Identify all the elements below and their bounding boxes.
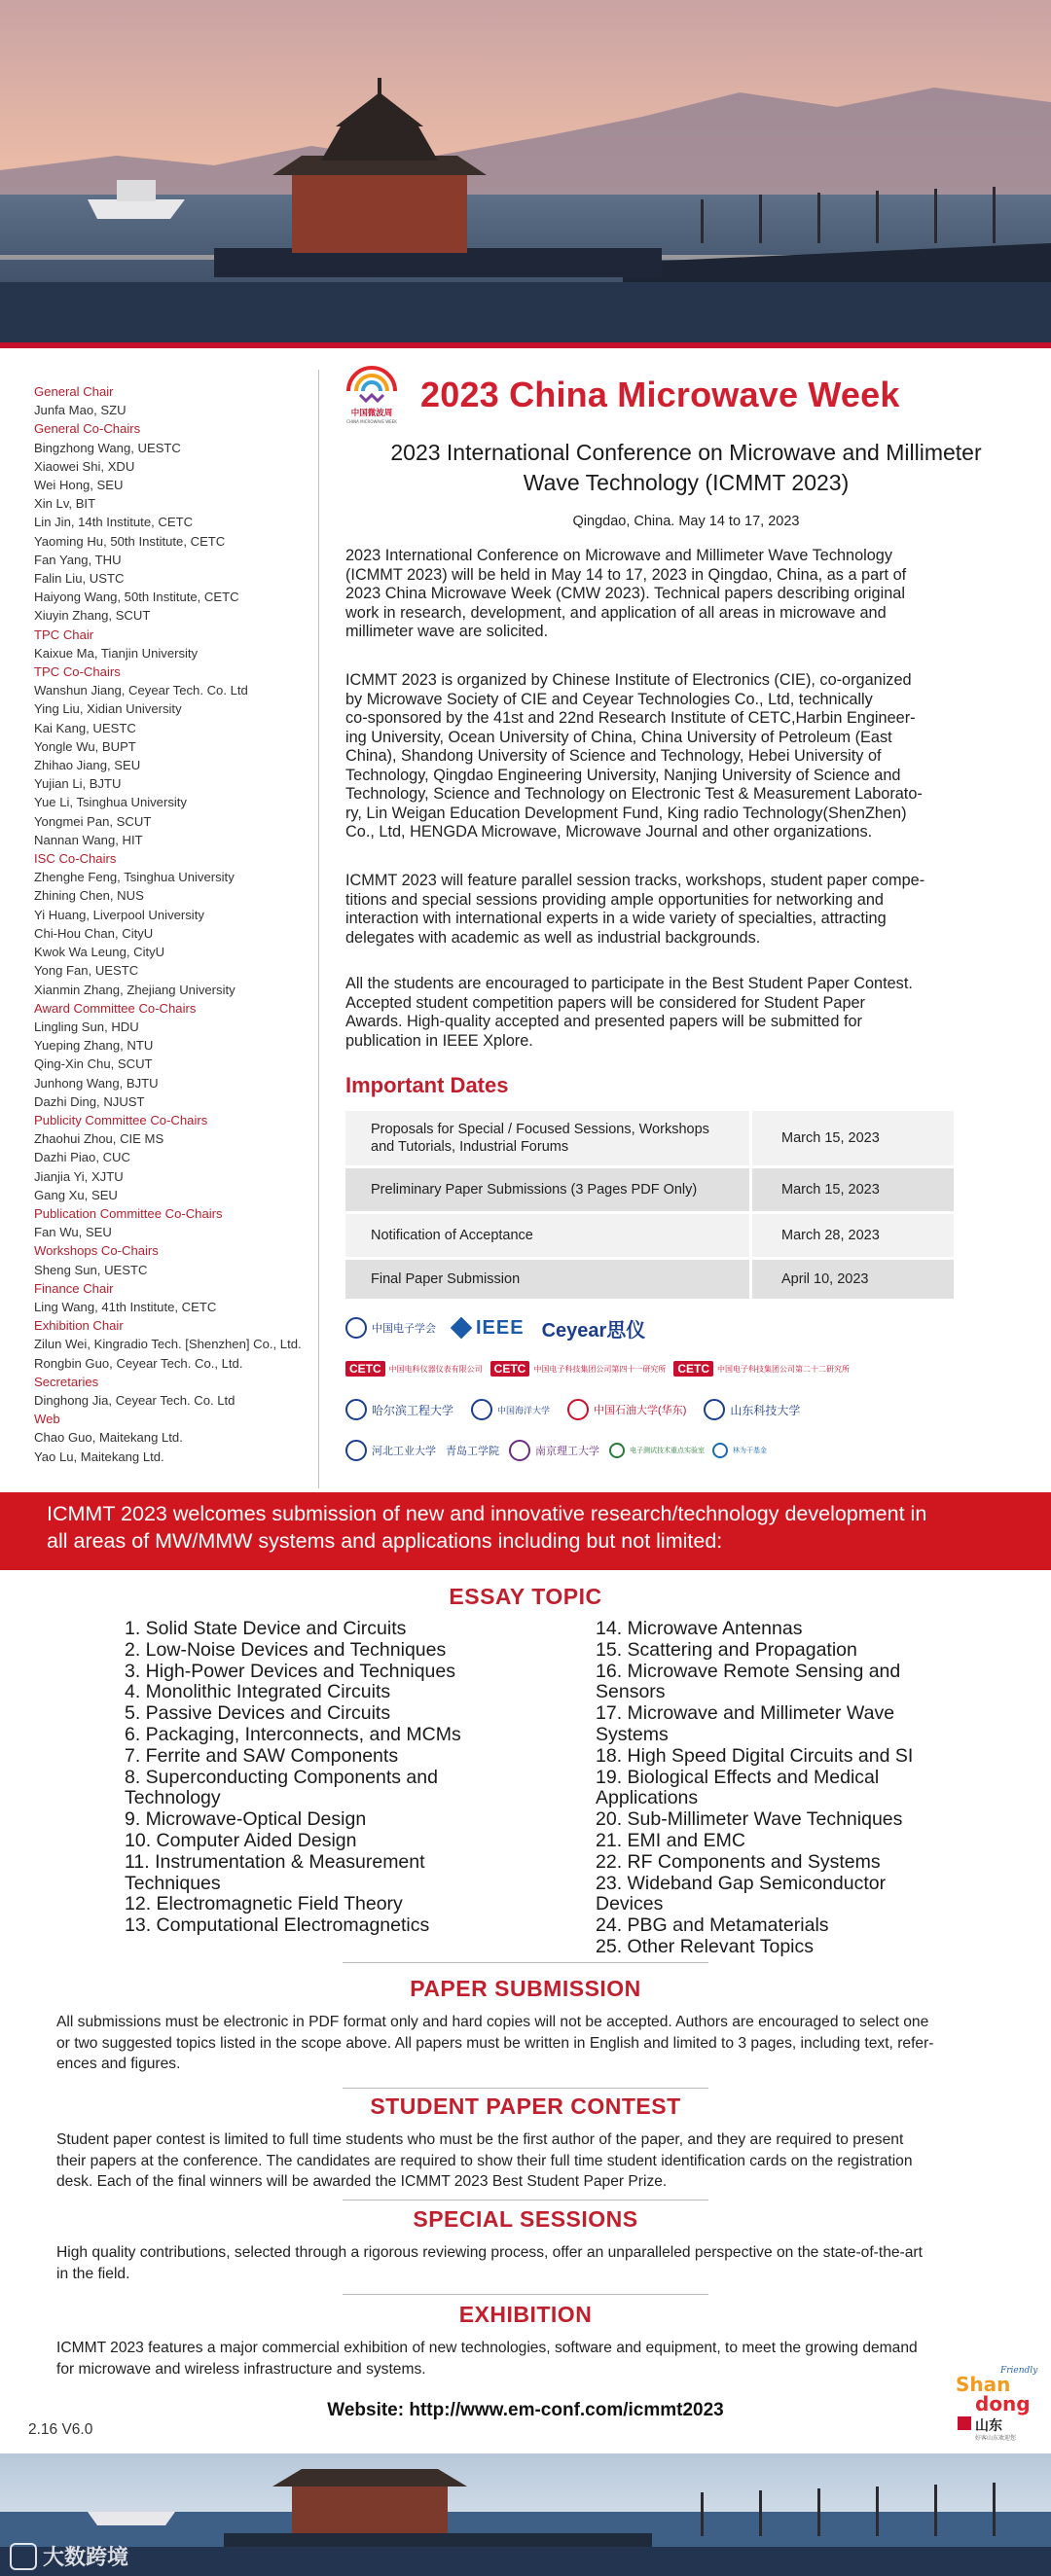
date-label — [345, 1121, 749, 1156]
cmw-logo-caption-en: CHINA MICROWAVE WEEK — [346, 419, 397, 424]
watermark — [10, 2541, 128, 2571]
essay-topic-item: 22. RF Components and Systems — [596, 1850, 881, 1873]
committee-member: Zhenghe Feng, Tsinghua University — [34, 870, 235, 885]
logo-caption: 好客山东欢迎您 — [975, 2435, 1017, 2442]
committee-member: Yong Fan, UESTC — [34, 963, 139, 979]
university-seal-icon — [704, 1399, 725, 1420]
cmw-logo-caption: 中国微波周 — [350, 409, 393, 418]
committee-member: Lingling Sun, HDU — [34, 1019, 139, 1034]
students-paragraph — [345, 975, 1027, 1051]
sponsor-name: 中国海洋大学 — [497, 1405, 551, 1415]
cetc-instrument-logo — [345, 1361, 483, 1377]
essay-topic-item: 20. Sub-Millimeter Wave Techniques — [596, 1808, 903, 1831]
committee-member: Xin Lv, BIT — [34, 496, 96, 512]
date-row — [345, 1214, 954, 1257]
committee-role: Publicity Committee Co-Chairs — [34, 1112, 208, 1127]
paper-submission-text — [56, 2012, 1000, 2075]
committee-member: Junfa Mao, SZU — [34, 403, 127, 418]
paragraph-line: Co., Ltd, HENGDA Microwave, Microwave Journal and other organizations. — [345, 823, 873, 841]
important-dates-table — [345, 1111, 954, 1302]
essay-topic-item: 9. Microwave-Optical Design — [125, 1808, 367, 1831]
date-value: April 10, 2023 — [749, 1260, 954, 1299]
paragraph-line: publication in IEEE Xplore. — [345, 1031, 533, 1050]
date-label-line: Preliminary Paper Submissions (3 Pages PDF Only) — [371, 1182, 698, 1198]
committee-role: General Co-Chairs — [34, 421, 141, 437]
paragraph-line: co-sponsored by the 41st and 22nd Research Institute of CETC,Harbin Engineer- — [345, 709, 916, 727]
committee-member: Chao Guo, Maitekang Ltd. — [34, 1430, 183, 1446]
sponsor-name: 青岛工学院 — [446, 1446, 499, 1457]
ieee-logo — [453, 1317, 525, 1340]
sponsor-row — [345, 1313, 803, 1342]
essay-topic-item: 18. High Speed Digital Circuits and SI — [596, 1744, 914, 1767]
special-sessions-text — [56, 2242, 1000, 2284]
essay-topic-item: 17. Microwave and Millimeter Wave — [596, 1702, 895, 1725]
committee-role: Publication Committee Co-Chairs — [34, 1205, 223, 1221]
date-row — [345, 1111, 954, 1165]
organizers-paragraph — [345, 671, 1027, 842]
committee-role: Award Committee Co-Chairs — [34, 1000, 197, 1016]
essay-topic-item: 11. Instrumentation & Measurement — [125, 1850, 425, 1873]
body-line: Student paper contest is limited to full time students who must be the first author of the paper, and they are required to present — [56, 2131, 904, 2148]
friendly-shandong-logo — [954, 2362, 1041, 2442]
hero-image — [0, 0, 1051, 342]
committee-member: Falin Liu, USTC — [34, 571, 125, 587]
committee-role: Exhibition Chair — [34, 1318, 124, 1334]
sponsor-row — [345, 1395, 803, 1424]
student-paper-contest-heading: STUDENT PAPER CONTEST — [370, 2093, 681, 2119]
upc-logo — [567, 1399, 686, 1420]
sponsor-name: IEEE — [476, 1316, 525, 1339]
cmw-logo-icon — [343, 362, 401, 426]
university-seal-icon — [345, 1399, 367, 1420]
website-link[interactable]: Website: http://www.em-conf.com/icmmt2023 — [327, 2400, 724, 2420]
committee-role: TPC Chair — [34, 626, 94, 642]
body-line: High quality contributions, selected through a rigorous reviewing process, offer an unparalleled perspective on the state-of-the-art — [56, 2244, 923, 2261]
intro-paragraph — [345, 547, 1027, 642]
committee-member: Wei Hong, SEU — [34, 478, 124, 493]
sdust-logo — [704, 1399, 800, 1420]
date-label-line: Proposals for Special / Focused Sessions, Workshops — [371, 1122, 709, 1137]
university-seal-icon — [471, 1399, 492, 1420]
essay-topic-item: 12. Electromagnetic Field Theory — [125, 1893, 403, 1915]
essay-topic-item: 16. Microwave Remote Sensing and — [596, 1660, 901, 1682]
committee-member: Kai Kang, UESTC — [34, 720, 136, 735]
pier-footer-illustration — [0, 2453, 1051, 2576]
body-line: their papers at the conference. The candidates are required to show their full time student identification cards on the registration — [56, 2152, 913, 2169]
committee-member: Yue Li, Tsinghua University — [34, 795, 187, 810]
committee-member: Sheng Sun, UESTC — [34, 1262, 148, 1277]
conference-subtitle — [336, 438, 1036, 498]
university-seal-icon — [345, 1440, 367, 1461]
exhibition-text — [56, 2338, 1000, 2379]
section-divider — [343, 2088, 708, 2089]
committee-member: Ling Wang, 41th Institute, CETC — [34, 1299, 217, 1314]
essay-topic-item: 10. Computer Aided Design — [125, 1829, 357, 1851]
date-label-line: Notification of Acceptance — [371, 1228, 533, 1243]
paragraph-line: Technology, Qingdao Engineering University, Nanjing University of Science and — [345, 766, 901, 784]
committee-member: Wanshun Jiang, Ceyear Tech. Co. Ltd — [34, 683, 248, 698]
paragraph-line: (ICMMT 2023) will be held in May 14 to 17, 2023 in Qingdao, China, as a part of — [345, 565, 907, 584]
cetc-mark-icon: CETC — [673, 1361, 713, 1377]
committee-member: Bingzhong Wang, UESTC — [34, 440, 181, 455]
essay-topic-item: 7. Ferrite and SAW Components — [125, 1744, 399, 1767]
committee-member: Yongmei Pan, SCUT — [34, 813, 152, 829]
committee-member: Kwok Wa Leung, CityU — [34, 945, 165, 960]
sponsor-name: 河北工业大学 — [372, 1446, 436, 1457]
date-row — [345, 1260, 954, 1299]
committee-role: Secretaries — [34, 1374, 99, 1389]
sponsor-row — [345, 1354, 851, 1383]
committee-member: Dazhi Ding, NJUST — [34, 1093, 145, 1109]
sessions-paragraph — [345, 872, 1027, 948]
paragraph-line: Awards. High-quality accepted and presented papers will be submitted for — [345, 1013, 862, 1030]
paper-submission-heading: PAPER SUBMISSION — [410, 1976, 641, 2001]
hebut-logo — [345, 1440, 436, 1461]
njust-logo — [509, 1440, 599, 1461]
essay-topic-item: 4. Monolithic Integrated Circuits — [125, 1681, 391, 1703]
sponsor-logos — [345, 1313, 851, 1477]
body-line: desk. Each of the final winners will be awarded the ICMMT 2023 Best Student Paper Prize. — [56, 2173, 668, 2190]
section-divider — [343, 2294, 708, 2295]
committee-member: Junhong Wang, BJTU — [34, 1075, 159, 1091]
committee-member: Fan Wu, SEU — [34, 1225, 112, 1240]
committee-member: Yueping Zhang, NTU — [34, 1038, 154, 1054]
essay-topic-item: 3. High-Power Devices and Techniques — [125, 1660, 455, 1682]
essay-topic-item: 6. Packaging, Interconnects, and MCMs — [125, 1723, 461, 1745]
committee-member: Yi Huang, Liverpool University — [34, 907, 204, 922]
committee-member: Zhihao Jiang, SEU — [34, 758, 141, 773]
essay-topic-item: Sensors — [596, 1681, 666, 1703]
version-label: 2.16 V6.0 — [28, 2421, 93, 2438]
essay-topic-item: 8. Superconducting Components and — [125, 1766, 438, 1788]
banner-line: all areas of MW/MMW systems and applications including but not limited: — [47, 1529, 723, 1553]
sponsor-name: 电子测试技术重点实验室 — [630, 1448, 705, 1454]
cetc-mark-icon: CETC — [345, 1361, 385, 1377]
sponsor-row — [345, 1436, 803, 1465]
essay-topic-item: 24. PBG and Metamaterials — [596, 1914, 829, 1937]
committee-member: Zhining Chen, NUS — [34, 888, 144, 904]
column-divider — [318, 370, 319, 1488]
logo-text-dong: dong — [975, 2392, 1031, 2415]
watermark-text: 大数跨境 — [43, 2545, 129, 2569]
essay-topic-item: Applications — [596, 1787, 699, 1809]
date-row — [345, 1168, 954, 1211]
qingdao-institute-logo — [446, 1443, 499, 1458]
essay-topic-item: Technology — [125, 1787, 221, 1809]
essay-topic-item: 21. EMI and EMC — [596, 1829, 745, 1851]
paragraph-line: work in research, development, and application of all areas in microwave and — [345, 603, 887, 622]
committee-member: Ying Liu, Xidian University — [34, 701, 182, 717]
sponsor-name: 中国电子科技集团公司第四十一研究所 — [533, 1364, 667, 1374]
paragraph-line: by Microwave Society of CIE and Ceyear Technologies Co., Ltd, technically — [345, 690, 873, 708]
logo-text-shan: Shan — [956, 2373, 1011, 2396]
date-label — [345, 1227, 749, 1244]
cetc-22-logo — [673, 1361, 850, 1377]
committee-member: Dinghong Jia, Ceyear Tech. Co. Ltd — [34, 1392, 236, 1408]
essay-topic-item: 2. Low-Noise Devices and Techniques — [125, 1638, 447, 1661]
essay-topic-list-right — [596, 1619, 946, 1958]
date-label-line: Final Paper Submission — [371, 1271, 521, 1287]
ieee-diamond-icon — [451, 1317, 473, 1340]
committee-role: General Chair — [34, 384, 114, 399]
essay-topic-item: 5. Passive Devices and Circuits — [125, 1702, 391, 1725]
committee-member: Haiyong Wang, 50th Institute, CETC — [34, 590, 239, 605]
committee-member: Yao Lu, Maitekang Ltd. — [34, 1449, 164, 1464]
lab-emblem-icon — [609, 1443, 625, 1458]
cie-emblem-icon — [345, 1317, 367, 1339]
exhibition-heading: EXHIBITION — [458, 2302, 593, 2327]
committee-member: Zhaohui Zhou, CIE MS — [34, 1131, 164, 1147]
committee-member: Gang Xu, SEU — [34, 1187, 118, 1202]
committee-member: Lin Jin, 14th Institute, CETC — [34, 515, 194, 530]
paragraph-line: ICMMT 2023 will feature parallel session tracks, workshops, student paper compe- — [345, 872, 925, 889]
date-value: March 15, 2023 — [749, 1111, 954, 1165]
committee-member: Yongle Wu, BUPT — [34, 738, 136, 754]
sponsor-name: 山东科技大学 — [730, 1403, 801, 1417]
paragraph-line: All the students are encouraged to participate in the Best Student Paper Contest. — [345, 975, 913, 992]
test-lab-logo — [609, 1443, 705, 1458]
committee-role: Workshops Co-Chairs — [34, 1243, 159, 1259]
paragraph-line: 2023 International Conference on Microwave and Millimeter Wave Technology — [345, 547, 893, 564]
cetc-mark-icon: CETC — [490, 1361, 530, 1377]
section-divider — [343, 1962, 708, 1963]
essay-topic-item: 23. Wideband Gap Semiconductor — [596, 1872, 887, 1894]
body-line: or two suggested topics listed in the scope above. All papers must be written in English and limited to 3 pages, including text, refer- — [56, 2034, 934, 2052]
committee-member: Yaoming Hu, 50th Institute, CETC — [34, 533, 226, 549]
paragraph-line: 2023 China Microwave Week (CMW 2023). Technical papers describing original — [345, 585, 905, 602]
important-dates-heading: Important Dates — [345, 1073, 509, 1097]
committee-role: TPC Co-Chairs — [34, 664, 121, 680]
date-value: March 28, 2023 — [749, 1214, 954, 1257]
committee-member: Zilun Wei, Kingradio Tech. [Shenzhen] Co., Ltd. — [34, 1337, 302, 1352]
pavilion-sunset-illustration — [0, 0, 1051, 342]
organizing-committee-list — [34, 382, 326, 1466]
special-sessions-heading: SPECIAL SESSIONS — [413, 2206, 638, 2232]
essay-topic-item: 1. Solid State Device and Circuits — [125, 1618, 407, 1639]
committee-role: Web — [34, 1412, 60, 1427]
committee-member: Dazhi Piao, CUC — [34, 1150, 130, 1165]
date-label — [345, 1181, 749, 1199]
essay-topic-item: 14. Microwave Antennas — [596, 1618, 803, 1639]
shandong-logo-icon — [954, 2362, 1041, 2442]
paragraph-line: titions and special sessions providing ample opportunities for networking and — [345, 890, 884, 909]
ceyear-logo: Ceyear思仪 — [541, 1319, 646, 1342]
essay-topic-item: Techniques — [125, 1872, 221, 1894]
body-line: ences and figures. — [56, 2056, 181, 2072]
committee-member: Xiuyin Zhang, SCUT — [34, 608, 151, 624]
subtitle-line: Wave Technology (ICMMT 2023) — [523, 470, 850, 495]
banner-line: ICMMT 2023 welcomes submission of new and innovative research/technology development in — [47, 1502, 927, 1525]
body-line: ICMMT 2023 features a major commercial exhibition of new technologies, software and equipment, to meet the growing demand — [56, 2340, 918, 2356]
fund-emblem-icon — [712, 1443, 728, 1458]
logo-red-seal-icon — [958, 2416, 971, 2430]
date-label-line: and Tutorials, Industrial Forums — [371, 1139, 569, 1155]
committee-member: Xiaowei Shi, XDU — [34, 458, 135, 474]
essay-topic-item: Devices — [596, 1893, 664, 1915]
committee-member: Xianmin Zhang, Zhejiang University — [34, 982, 236, 997]
committee-member: Jianjia Yi, XJTU — [34, 1168, 124, 1184]
paragraph-line: millimeter wave are solicited. — [345, 623, 549, 640]
venue-and-dates: Qingdao, China. May 14 to 17, 2023 — [572, 514, 800, 529]
paragraph-line: delegates with academic as well as industrial backgrounds. — [345, 928, 761, 947]
date-value: March 15, 2023 — [749, 1168, 954, 1211]
date-label — [345, 1270, 749, 1288]
paragraph-line: Technology, Science and Technology on Electronic Test & Measurement Laborato- — [345, 785, 923, 803]
paragraph-line: Accepted student competition papers will be considered for Student Paper — [345, 993, 865, 1012]
committee-member: Nannan Wang, HIT — [34, 832, 143, 847]
watermark-icon — [10, 2543, 37, 2570]
committee-member: Fan Yang, THU — [34, 552, 122, 567]
sponsor-name: 哈尔滨工程大学 — [372, 1403, 454, 1417]
paragraph-line: ICMMT 2023 is organized by Chinese Institute of Electronics (CIE), co-organized — [345, 671, 912, 689]
sponsor-name: 林为干基金 — [733, 1448, 767, 1454]
paragraph-line: ing University, Ocean University of China, China University of Petroleum (East — [345, 728, 892, 746]
lin-weigan-fund-logo — [712, 1443, 767, 1458]
committee-member: Chi-Hou Chan, CityU — [34, 925, 154, 941]
cmw-logo — [343, 362, 401, 426]
sponsor-name: 中国电子学会 — [372, 1323, 436, 1335]
committee-role: Finance Chair — [34, 1280, 114, 1296]
student-paper-contest-text — [56, 2129, 1000, 2193]
page-title: 2023 China Microwave Week — [420, 375, 900, 414]
committee-member: Kaixue Ma, Tianjin University — [34, 645, 199, 661]
header-red-strip — [0, 342, 1051, 348]
sponsor-name: 南京理工大学 — [535, 1446, 599, 1457]
paragraph-line: China), Shandong University of Science and Technology, Hebei University of — [345, 747, 882, 765]
footer-image — [0, 2453, 1051, 2576]
essay-topic-item: 25. Other Relevant Topics — [596, 1935, 815, 1957]
body-line: in the field. — [56, 2265, 130, 2282]
sponsor-name: 中国电子科技集团公司第二十二研究所 — [717, 1364, 851, 1374]
cetc-41-logo — [490, 1361, 667, 1377]
body-line: All submissions must be electronic in PDF format only and hard copies will not be accepted. Authors are encouraged to select one — [56, 2014, 929, 2030]
paragraph-line: interaction with international experts in a wide variety of specialties, attracting — [345, 910, 887, 927]
logo-text-friendly: Friendly — [1000, 2366, 1038, 2376]
university-seal-icon — [509, 1440, 530, 1461]
essay-topic-list-left — [125, 1619, 494, 1937]
paragraph-line: ry, Lin Weigan Education Development Fund, King radio Technology(ShenZhen) — [345, 804, 907, 822]
committee-member: Rongbin Guo, Ceyear Tech. Co., Ltd. — [34, 1355, 243, 1371]
sponsor-name: 中国石油大学(华东) — [594, 1405, 687, 1416]
university-seal-icon — [567, 1399, 589, 1420]
essay-topic-item: 13. Computational Electromagnetics — [125, 1914, 430, 1937]
committee-member: Yujian Li, BJTU — [34, 776, 122, 792]
essay-topic-heading: ESSAY TOPIC — [449, 1584, 602, 1609]
heu-logo — [345, 1399, 453, 1420]
essay-topic-item: 15. Scattering and Propagation — [596, 1638, 857, 1661]
essay-topic-item: Systems — [596, 1723, 669, 1745]
subtitle-line: 2023 International Conference on Microwave and Millimeter — [390, 440, 982, 465]
essay-topic-item: 19. Biological Effects and Medical — [596, 1766, 880, 1788]
logo-text-cn: 山东 — [975, 2418, 1002, 2434]
cie-logo — [345, 1317, 436, 1339]
committee-member: Qing-Xin Chu, SCUT — [34, 1056, 153, 1072]
ouc-logo — [471, 1399, 550, 1420]
committee-role: ISC Co-Chairs — [34, 851, 117, 867]
sponsor-name: 中国电科仪器仪表有限公司 — [388, 1364, 483, 1374]
call-for-papers-banner — [0, 1492, 1051, 1570]
body-line: for microwave and wireless infrastructure and systems. — [56, 2360, 426, 2378]
